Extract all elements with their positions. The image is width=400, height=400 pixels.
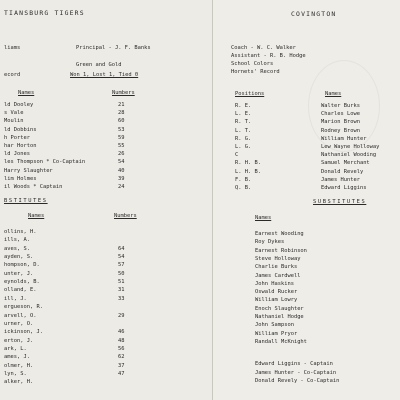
sub-name: lyn, S. <box>4 370 27 377</box>
sub-name: ames, J. <box>4 354 30 361</box>
sub-name: olland, E. <box>4 287 37 294</box>
player-number: 24 <box>118 184 125 190</box>
player-name: James Hunter <box>321 176 360 183</box>
sub-number: 31 <box>118 287 125 294</box>
sub-name: ark, L. <box>4 345 27 352</box>
player-name: Moulin <box>4 118 24 125</box>
positions-header: Positions <box>235 91 265 97</box>
sub-number: 54 <box>118 254 125 261</box>
sub-name: William Lowry <box>255 297 298 304</box>
sub-name: aves, S. <box>4 245 30 252</box>
player-name: Harry Slaughter <box>4 167 53 174</box>
sub-name: urner, O. <box>4 320 34 327</box>
left-subs-title: BSTITUTES <box>4 198 48 204</box>
sub-number: 62 <box>118 354 125 361</box>
player-position: L. E. <box>235 111 252 118</box>
sub-name: John Haskins <box>255 280 294 287</box>
player-position: Q. B. <box>235 185 252 191</box>
subs-names-header: Names <box>28 213 45 219</box>
sub-name: Steve Holloway <box>255 255 301 262</box>
sub-name: Roy Dykes <box>255 239 285 246</box>
sub-name: Earnest Wooding <box>255 231 304 237</box>
sub-name: John Sampson <box>255 322 294 329</box>
sub-number: 64 <box>118 245 125 252</box>
player-name: ld Dobbins <box>4 126 37 133</box>
player-name: ld Jones <box>4 151 30 158</box>
sub-number: 33 <box>118 295 125 302</box>
sub-number: 56 <box>118 345 125 352</box>
school-colors: Green and Gold <box>76 62 122 68</box>
record-label: ecord <box>4 72 21 78</box>
player-name: har Horton <box>4 143 37 149</box>
sub-name: eynolds, B. <box>4 279 40 286</box>
sub-number: 37 <box>118 362 125 369</box>
sub-name: ills, A. <box>4 237 30 244</box>
player-position: R. E. <box>235 103 252 109</box>
player-name: il Woods * Captain <box>4 184 63 190</box>
player-name: Rodney Brown <box>321 127 360 134</box>
sub-name: erton, J. <box>4 337 34 344</box>
sub-name: Charlie Burks <box>255 264 298 271</box>
right-subs-header: Names <box>255 215 272 221</box>
player-name: h Porter <box>4 134 30 141</box>
player-position: L. G. <box>235 144 252 150</box>
sub-name: Nathaniel Hodge <box>255 314 304 320</box>
captain-line: Edward Liggins - Captain <box>255 361 333 367</box>
sub-name: olmer, H. <box>4 362 34 369</box>
player-name: Edward Liggins <box>321 185 367 191</box>
sub-name: Oswald Rucker <box>255 289 298 296</box>
sub-name: William Pryor <box>255 330 298 337</box>
captain-line: Donald Revely - Co-Captain <box>255 378 340 384</box>
sub-number: 29 <box>118 312 125 319</box>
player-position: L. T. <box>235 127 252 134</box>
player-name: Nathaniel Wooding <box>321 152 377 159</box>
player-number: 55 <box>118 143 125 149</box>
player-name: Samuel Merchant <box>321 160 370 167</box>
player-name: Marion Brown <box>321 119 360 126</box>
coach-fragment: liams <box>4 45 21 51</box>
left-title: TIANSBURG TIGERS <box>4 9 85 17</box>
right-title: COVINGTON <box>291 10 337 18</box>
player-number: 28 <box>118 110 125 117</box>
player-name: lim Holmes <box>4 175 37 182</box>
right-page <box>213 0 400 400</box>
sub-name: ickinson, J. <box>4 329 43 336</box>
player-name: Donald Revely <box>321 168 364 175</box>
right-subs-title: SUBSTITUTES <box>313 199 367 205</box>
player-number: 54 <box>118 159 125 166</box>
player-number: 40 <box>118 167 125 174</box>
names-header: Names <box>325 91 342 97</box>
player-number: 26 <box>118 151 125 158</box>
player-number: 59 <box>118 134 125 141</box>
sub-name: ergueson, R. <box>4 304 43 311</box>
sub-name: alker, H. <box>4 379 34 386</box>
starters-names-header: Names <box>18 90 35 96</box>
coach: Coach - W. C. Walker <box>231 45 296 51</box>
player-name: Walter Burks <box>321 103 360 109</box>
subs-numbers-header: Numbers <box>114 213 137 219</box>
player-name: Lew Wayne Holloway <box>321 144 380 150</box>
player-position: R. G. <box>235 135 252 142</box>
school-colors-label: School Colors <box>231 61 274 67</box>
record-label: Hornets' Record <box>231 69 280 75</box>
sub-name: Earnest Robinson <box>255 247 307 254</box>
sub-number: 50 <box>118 270 125 277</box>
sub-number: 47 <box>118 370 125 377</box>
sub-name: James Cardwell <box>255 272 301 279</box>
player-name: s Vale <box>4 110 24 117</box>
player-number: 60 <box>118 118 125 125</box>
player-position: R. T. <box>235 119 252 126</box>
sub-name: unter, J. <box>4 270 34 277</box>
starters-numbers-header: Numbers <box>112 90 135 96</box>
sub-name: ill, J. <box>4 295 27 302</box>
sub-name: Enoch Slaughter <box>255 305 304 312</box>
player-name: William Hunter <box>321 135 367 142</box>
sub-number: 46 <box>118 329 125 336</box>
player-name: les Thompson * Co-Captain <box>4 159 86 166</box>
player-number: 39 <box>118 175 125 182</box>
player-name: Charles Lowe <box>321 111 360 118</box>
assistant: Assistant - R. B. Hodge <box>231 53 306 59</box>
record-value: Won 1, Lost 1, Tied 0 <box>70 72 139 78</box>
player-number: 21 <box>118 102 125 108</box>
sub-name: Randall McKnight <box>255 338 307 345</box>
captain-line: James Hunter - Co-Captain <box>255 369 337 376</box>
sub-number: 57 <box>118 262 125 269</box>
sub-name: ayden, S. <box>4 254 34 261</box>
player-number: 53 <box>118 126 125 133</box>
player-name: ld Dooley <box>4 102 34 108</box>
player-position: L. H. B. <box>235 168 261 175</box>
principal: Principal - J. F. Banks <box>76 45 151 51</box>
sub-name: ollins, H. <box>4 229 37 235</box>
sub-name: arvell, O. <box>4 312 37 319</box>
sub-number: 51 <box>118 279 125 286</box>
player-position: F. B. <box>235 176 252 183</box>
player-position: R. H. B. <box>235 160 261 167</box>
sub-number: 48 <box>118 337 125 344</box>
sub-name: hompson, D. <box>4 262 40 269</box>
player-position: C <box>235 152 239 159</box>
